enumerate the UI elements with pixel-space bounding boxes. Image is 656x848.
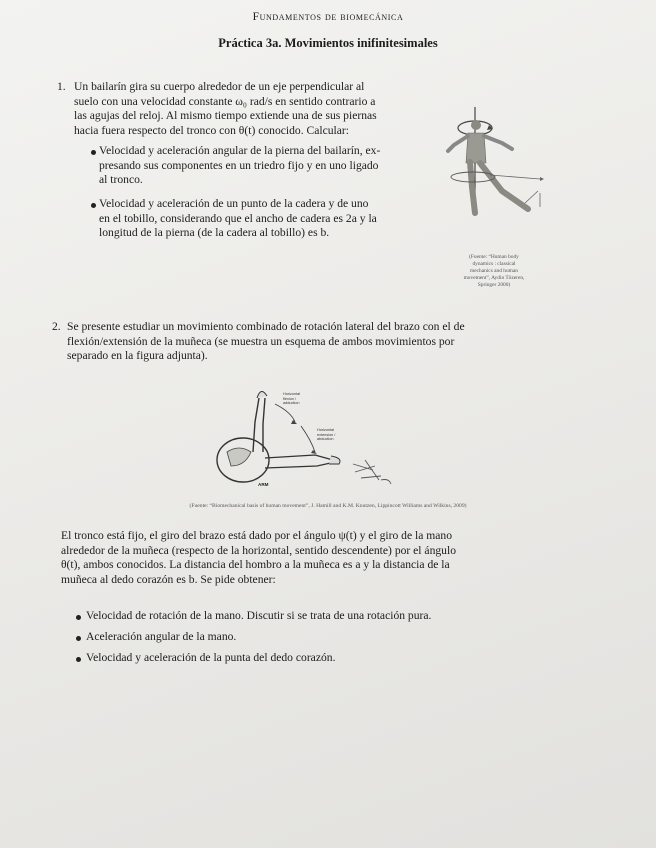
- arm-figure-caption: (Fuente: “Biomechanical basis of human movement”, J. Hamill and K.M. Knutzen, Lippincott Williams and Wilkins, 2009): [189, 503, 467, 509]
- caption-line: mechanics and human: [470, 268, 518, 274]
- question-1-item-1: [99, 144, 439, 188]
- intro-line: Se presente estudiar un movimiento combinado de rotación lateral del brazo con el de: [67, 320, 465, 333]
- question-2-item-3: Velocidad y aceleración de la punta del dedo corazón.: [86, 651, 336, 664]
- intro-line: flexión/extensión de la muñeca (se muestra un esquema de ambos movimientos por: [67, 334, 455, 348]
- question-2-body: [61, 529, 549, 587]
- intro-line: suelo con una velocidad constante ω₀ rad/s en sentido contrario a: [74, 94, 376, 108]
- extension-label: [317, 428, 335, 442]
- label-line: abduction: [317, 437, 334, 442]
- item-line: longitud de la pierna (de la cadera al tobillo) es b.: [99, 226, 330, 239]
- question-1-intro: [74, 80, 440, 138]
- question-1-number: 1.: [57, 80, 66, 93]
- dancer-figure-caption: [443, 254, 545, 289]
- question-2-item-1: Velocidad de rotación de la mano. Discutir si se trata de una rotación pura.: [86, 609, 432, 622]
- page-title: Práctica 3a. Movimientos inifinitesimales: [218, 36, 438, 50]
- question-2-number: 2.: [52, 320, 61, 333]
- body-line: alrededor de la muñeca (respecto de la horizontal, sentido descendente) por el ángulo: [61, 543, 456, 557]
- bullet-icon: [91, 150, 96, 155]
- question-2-intro: [67, 320, 549, 364]
- question-2-item-2: Aceleración angular de la mano.: [86, 630, 237, 643]
- item-line: al tronco.: [99, 173, 143, 186]
- bullet-icon: [76, 615, 81, 620]
- item-line: Velocidad y aceleración angular de la pierna del bailarín, ex-: [99, 144, 381, 157]
- dancer-figure: [440, 105, 555, 250]
- body-line: El tronco está fijo, el giro del brazo está dado por el ángulo ψ(t) y el giro de la mano: [61, 529, 453, 542]
- item-line: Velocidad y aceleración de un punto de la cadera y de uno: [99, 197, 369, 210]
- label-line: extension /: [317, 432, 336, 437]
- caption-line: dynamics : classical: [472, 261, 516, 267]
- label-line: Horizontal: [283, 392, 301, 396]
- bullet-icon: [91, 203, 96, 208]
- bullet-icon: [76, 636, 81, 641]
- intro-line: separado en la figura adjunta).: [67, 349, 208, 362]
- item-line: en el tobillo, considerando que el ancho de cadera es 2a y la: [99, 211, 377, 225]
- item-line: presando sus componentes en un triedro fijo y en uno ligado: [99, 158, 379, 172]
- intro-line: las agujas del reloj. Al mismo tiempo extiende una de sus piernas: [74, 109, 377, 122]
- caption-line: (Fuente: “Human body: [469, 254, 519, 260]
- body-line: θ(t), ambos conocidos. La distancia del hombro a la muñeca es a y la distancia de la: [61, 558, 450, 571]
- question-1-item-2: [99, 197, 439, 241]
- body-line: muñeca al dedo corazón es b. Se pide obtener:: [61, 572, 276, 586]
- flexion-label: [283, 392, 300, 406]
- intro-line: hacia fuera respecto del tronco con θ(t) conocido. Calcular:: [74, 123, 349, 137]
- arm-label: ARM: [258, 482, 269, 487]
- caption-line: movement”, Aydin Tözeren,: [463, 275, 525, 281]
- course-header: Fundamentos de biomecánica: [252, 11, 404, 23]
- arm-movement-figure: [205, 382, 405, 494]
- label-line: Horizontal: [317, 428, 335, 432]
- label-line: adduction: [283, 401, 300, 406]
- bullet-icon: [76, 657, 81, 662]
- label-line: flexion /: [283, 396, 297, 401]
- caption-line: Springer 2000): [477, 282, 511, 288]
- intro-line: Un bailarín gira su cuerpo alrededor de un eje perpendicular al: [74, 80, 365, 93]
